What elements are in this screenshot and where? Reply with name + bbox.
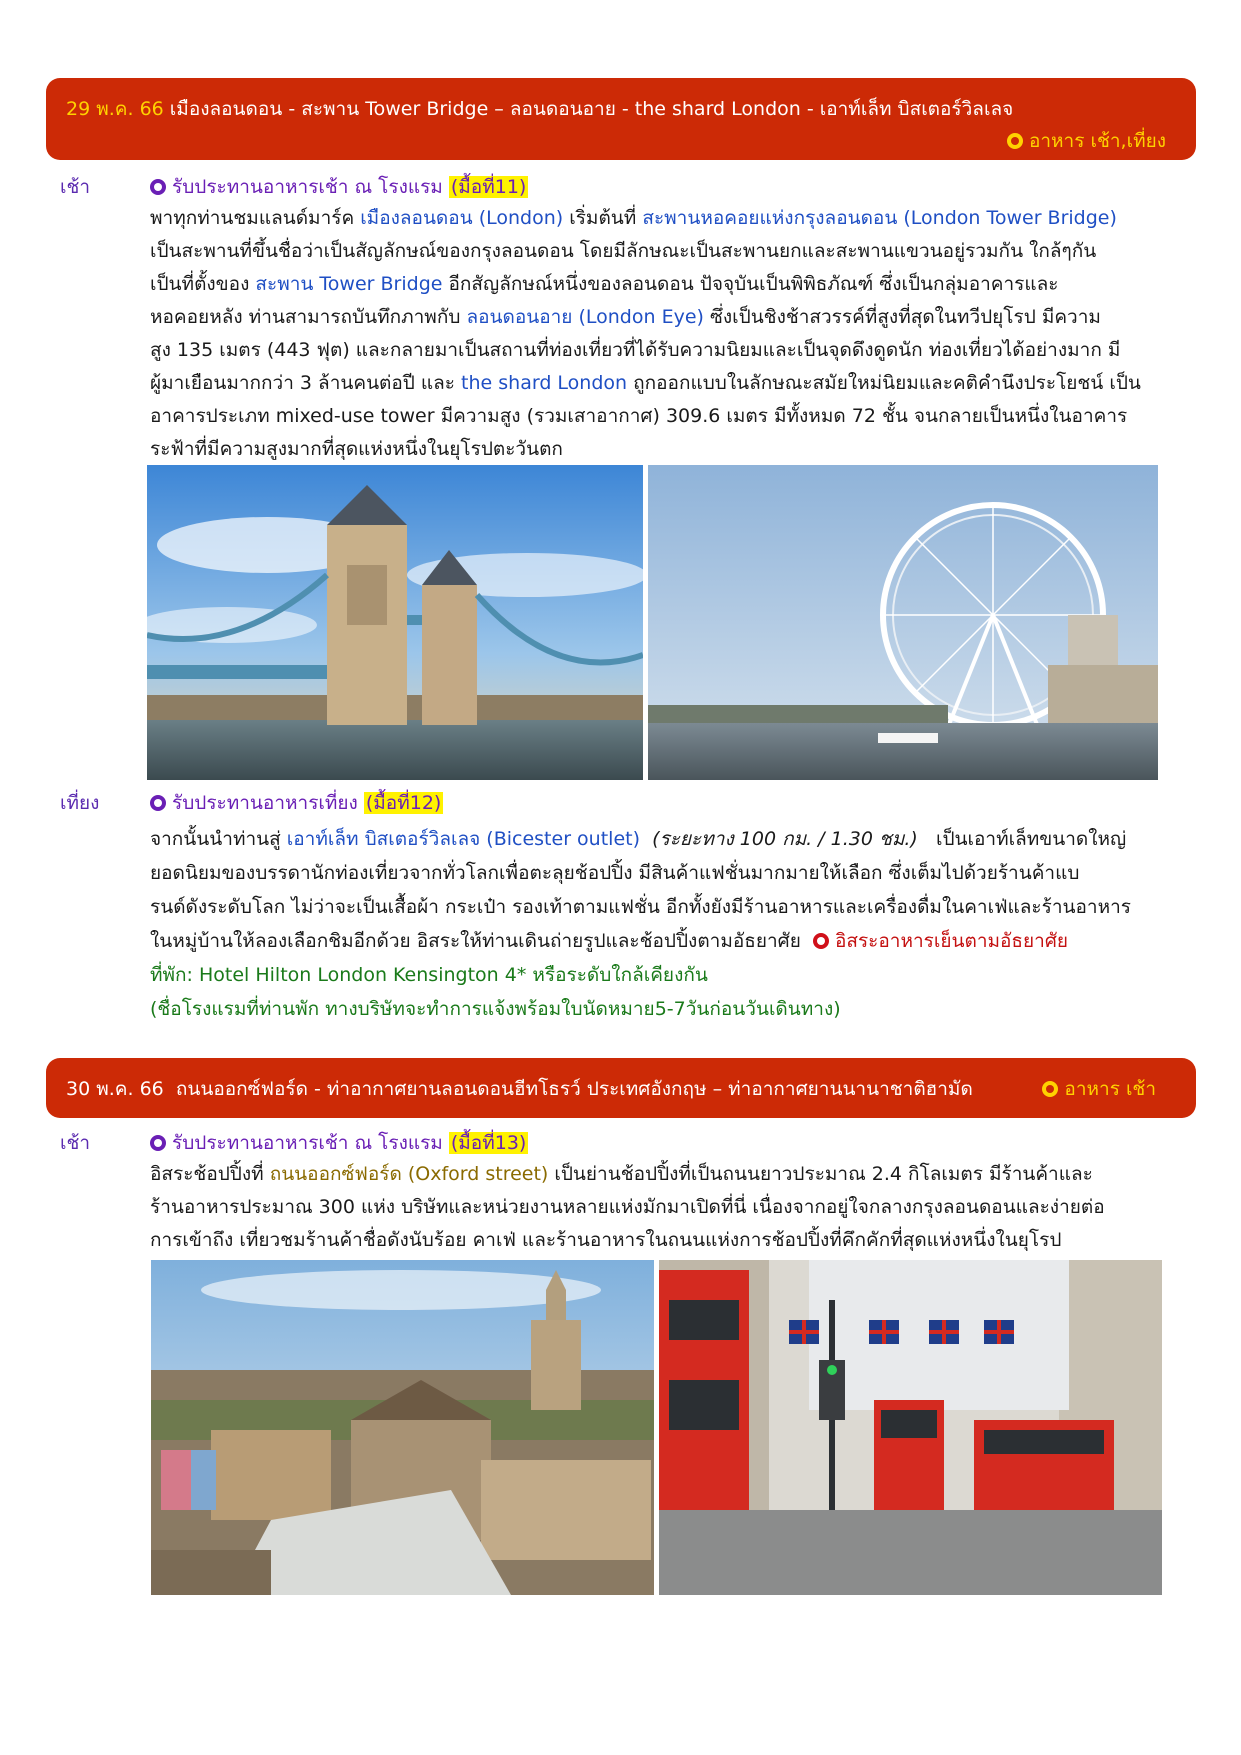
- day2-header: [46, 1058, 1196, 1118]
- day1-morning-description: [150, 202, 1170, 466]
- description-line: [150, 400, 1170, 433]
- day1-lunch-text: รับประทานอาหารเที่ยง: [172, 792, 358, 814]
- text-run: ซึ่งเป็นชิงช้าสวรรค์ที่สูงที่สุดในทวีปยุโรป มีความ: [703, 306, 1101, 328]
- hotel-line: ที่พัก: Hotel Hilton London Kensington 4* หรือระดับใกล้เคียงกัน: [150, 964, 708, 986]
- description-line: [150, 334, 1170, 367]
- text-run: เป็นย่านช้อปปิ้งที่เป็นถนนยาวประมาณ 2.4 กิโลเมตร มีร้านค้าและ: [548, 1163, 1093, 1185]
- day2-breakfast-text: รับประทานอาหารเช้า ณ โรงแรม: [172, 1132, 443, 1154]
- tower-bridge-photo: [147, 465, 643, 780]
- day1-breakfast-meal-no: (มื้อที่11): [450, 176, 527, 198]
- text-run: เริ่มต้นที่: [563, 207, 643, 229]
- day1-date: 29 พ.ค. 66: [66, 98, 164, 120]
- place-bicester-outlet: เอาท์เล็ท บิสเตอร์วิลเลจ (Bicester outlet): [286, 828, 640, 850]
- meal-plate-icon: [150, 795, 166, 811]
- day1-meals: [1007, 126, 1166, 156]
- description-line: [150, 822, 1190, 856]
- london-eye-photo: [648, 465, 1158, 780]
- place-tower-bridge-2: สะพาน Tower Bridge: [255, 273, 443, 295]
- description-line: [150, 924, 1190, 958]
- description-line: [150, 1224, 1170, 1257]
- description-line: [150, 235, 1170, 268]
- day1-title: เมืองลอนดอน - สะพาน Tower Bridge – ลอนดอนอาย - the shard London - เอาท์เล็ท บิสเตอร์วิลเลจ: [169, 98, 1014, 120]
- text-run: อาคารประเภท mixed-use tower มีความสูง (รวมเสาอากาศ) 309.6 เมตร มีทั้งหมด 72 ชั้น จนกลายเป็นหนึ่งในอาคาร: [150, 405, 1128, 427]
- text-run: อีกสัญลักษณ์หนึ่งของลอนดอน ปัจจุบันเป็นพิพิธภัณฑ์ ซึ่งเป็นกลุ่มอาคารและ: [442, 273, 1059, 295]
- meal-plate-icon: [813, 933, 829, 949]
- text-run: ถูกออกแบบในลักษณะสมัยใหม่นิยมและคติคำนึงประโยชน์ เป็น: [627, 372, 1141, 394]
- text-run: ในหมู่บ้านให้ลองเลือกชิมอีกด้วย อิสระให้ท่านเดินถ่ายรูปและช้อปปิ้งตามอัธยาศัย: [150, 930, 801, 952]
- day1-morning-label: เช้า: [60, 176, 91, 198]
- description-line: [150, 433, 1170, 466]
- text-run: เป็นสะพานที่ขึ้นชื่อว่าเป็นสัญลักษณ์ของกรุงลอนดอน โดยมีลักษณะเป็นสะพานยกและสะพานแขวนอยู่รวมกัน ใกล้ๆกัน: [150, 240, 1097, 262]
- day2-breakfast-meal-no: (มื้อที่13): [450, 1132, 527, 1154]
- description-line: [150, 301, 1170, 334]
- day1-meals-label: อาหาร เช้า,เที่ยง: [1028, 130, 1166, 152]
- hotel-note: (ชื่อโรงแรมที่ท่านพัก ทางบริษัทจะทำการแจ้งพร้อมใบนัดหมาย5-7วันก่อนวันเดินทาง): [150, 998, 841, 1020]
- description-line: [150, 1158, 1170, 1191]
- oxford-street-bus-photo: [659, 1260, 1162, 1595]
- free-dinner-note: อิสระอาหารเย็นตามอัธยาศัย: [834, 930, 1069, 952]
- day1-header: [46, 78, 1196, 160]
- text-run: พาทุกท่านชมแลนด์มาร์ค: [150, 207, 361, 229]
- day1-lunch-meal-no: (มื้อที่12): [365, 792, 442, 814]
- meal-plate-icon: [150, 1135, 166, 1151]
- day1-noon-label: เที่ยง: [60, 792, 100, 814]
- day2-header-title-line: [66, 1074, 973, 1104]
- day2-morning-description: [150, 1158, 1170, 1257]
- meal-plate-icon: [150, 179, 166, 195]
- description-line: [150, 856, 1190, 890]
- travel-distance: (ระยะทาง 100 กม. / 1.30 ชม.): [652, 828, 918, 850]
- description-line: [150, 202, 1170, 235]
- text-run: จากนั้นนำท่านสู่: [150, 828, 287, 850]
- description-line: [150, 268, 1170, 301]
- text-run: หอคอยหลัง ท่านสามารถบันทึกภาพกับ: [150, 306, 467, 328]
- text-run: ยอดนิยมของบรรดานักท่องเที่ยวจากทั่วโลกเพื่อตะลุยช้อปปิ้ง มีสินค้าแฟชั่นมากมายให้เลือก ซึ่งเต็มไปด้วยร้านค้าแบ: [150, 862, 1080, 884]
- day2-title: ถนนออกซ์ฟอร์ด - ท่าอากาศยานลอนดอนฮีทโธรว์ ประเทศอังกฤษ – ท่าอากาศยานนานาชาติฮามัด: [175, 1078, 973, 1100]
- day1-lunch-line: [150, 788, 443, 818]
- day2-date: 30 พ.ค. 66: [66, 1078, 164, 1100]
- text-run: สูง 135 เมตร (443 ฟุต) และกลายมาเป็นสถานที่ท่องเที่ยวที่ได้รับความนิยมและเป็นจุดดึงดูดนัก ท่องเที่ยวได้อย่างมาก มี: [150, 339, 1121, 361]
- description-line: [150, 367, 1170, 400]
- day2-morning-label: เช้า: [60, 1132, 91, 1154]
- day1-breakfast-text: รับประทานอาหารเช้า ณ โรงแรม: [172, 176, 443, 198]
- text-run: รนด์ดังระดับโลก ไม่ว่าจะเป็นเสื้อผ้า กระเป๋า รองเท้าตามแฟชั่น อีกทั้งยังมีร้านอาหารและเครื่องดื่มในคาเฟ่และร้านอาหาร: [150, 896, 1131, 918]
- text-run: ผู้มาเยือนมากกว่า 3 ล้านคนต่อปี และ: [150, 372, 462, 394]
- meal-plate-icon: [1042, 1081, 1058, 1097]
- place-the-shard: the shard London: [461, 372, 628, 394]
- text-run: การเข้าถึง เที่ยวชมร้านค้าชื่อดังนับร้อย คาเฟ่ และร้านอาหารในถนนแห่งการช้อปปิ้งที่คึกคักที่สุดแห่งหนึ่งในยุโรป: [150, 1229, 1062, 1251]
- oxford-city-photo: [151, 1260, 654, 1595]
- day2-breakfast-line: [150, 1128, 528, 1158]
- description-line: [150, 1191, 1170, 1224]
- day2-meals-label: อาหาร เช้า: [1064, 1078, 1156, 1100]
- place-london: เมืองลอนดอน (London): [360, 207, 564, 229]
- day2-meals: [1042, 1074, 1156, 1104]
- place-oxford-street: ถนนออกซ์ฟอร์ด (Oxford street): [269, 1163, 549, 1185]
- place-tower-bridge: สะพานหอคอยแห่งกรุงลอนดอน (London Tower Bridge): [642, 207, 1117, 229]
- place-london-eye: ลอนดอนอาย (London Eye): [466, 306, 704, 328]
- day1-header-title-line: [66, 94, 1013, 124]
- text-run: ระฟ้าที่มีความสูงมากที่สุดแห่งหนึ่งในยุโรปตะวันตก: [150, 438, 563, 460]
- text-run: อิสระช้อปปิ้งที่: [150, 1163, 270, 1185]
- text-run: ร้านอาหารประมาณ 300 แห่ง บริษัทและหน่วยงานหลายแห่งมักมาเปิดที่นี่ เนื่องจากอยู่ใจกลางกรุงลอนดอนและง่ายต่อ: [150, 1196, 1105, 1218]
- day1-noon-description: [150, 822, 1190, 1026]
- meal-plate-icon: [1007, 133, 1023, 149]
- description-line: [150, 890, 1190, 924]
- text-run: เป็นเอาท์เล็ทขนาดใหญ่: [935, 828, 1127, 850]
- text-run: เป็นที่ตั้งของ: [150, 273, 256, 295]
- day1-breakfast-line: [150, 172, 528, 202]
